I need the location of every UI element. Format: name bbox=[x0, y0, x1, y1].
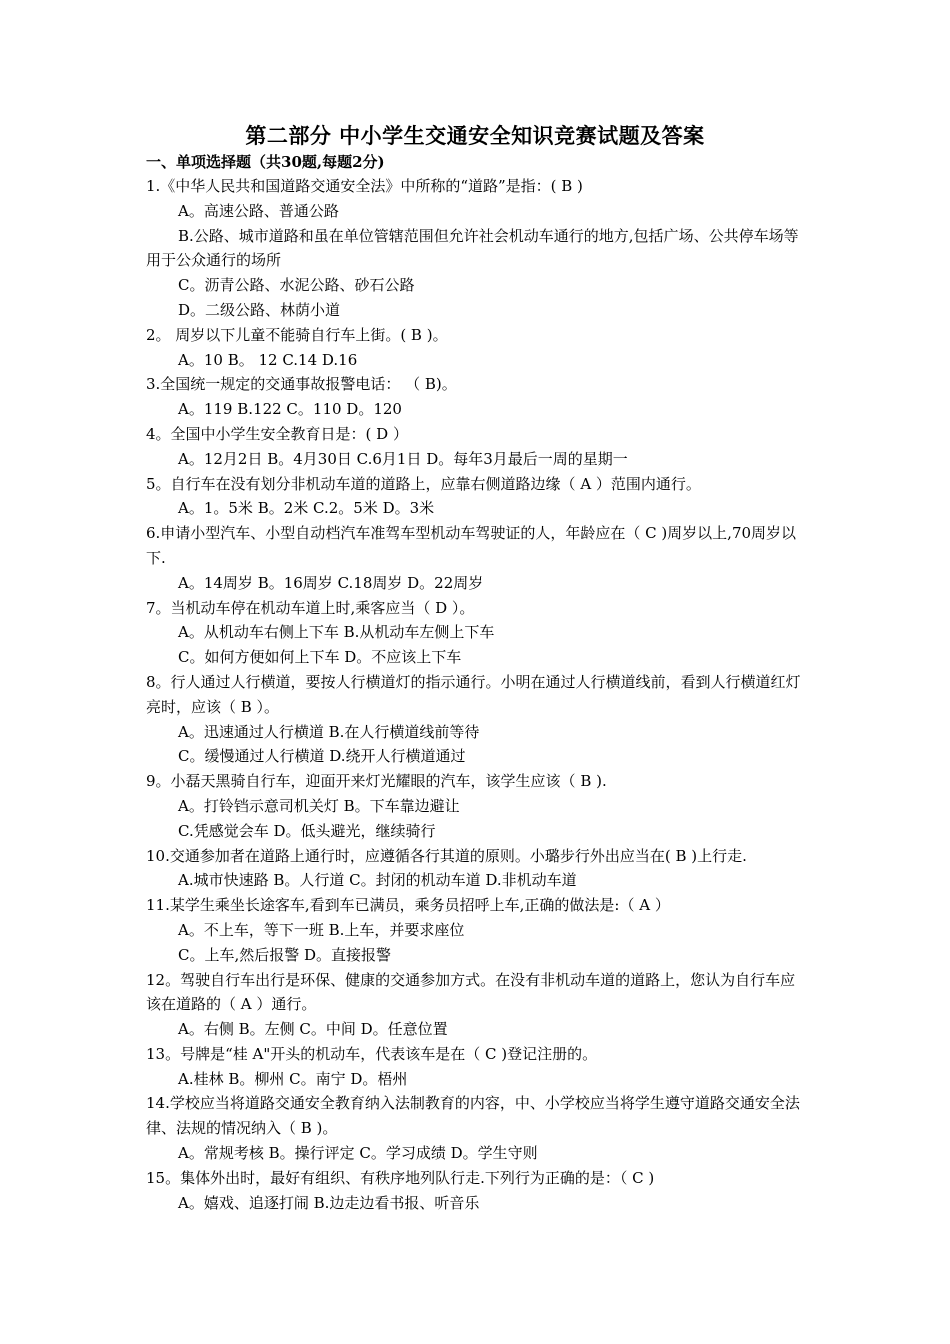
question-text: 4。全国中小学生安全教育日是：( D ） bbox=[146, 424, 408, 443]
answer-option: A。打铃铛示意司机关灯 B。下车靠边避让 bbox=[178, 796, 460, 815]
answer-option: D。二级公路、林荫小道 bbox=[178, 300, 341, 319]
answer-option: A。嬉戏、追逐打闹 B.边走边看书报、听音乐 bbox=[178, 1193, 480, 1212]
question-text: 1.《中华人民共和国道路交通安全法》中所称的“道路”是指：( B ) bbox=[146, 177, 583, 195]
answer-option: A.桂林 B。柳州 C。南宁 D。梧州 bbox=[178, 1069, 408, 1088]
question-text: 2。 周岁以下儿童不能骑自行车上街。( B )。 bbox=[146, 325, 448, 344]
section-heading: 一、单项选择题（共30题,每题2分) bbox=[146, 153, 385, 171]
question-text: 9。小磊天黑骑自行车，迎面开来灯光耀眼的汽车，该学生应该（ B ). bbox=[146, 772, 607, 791]
answer-option: C。上车,然后报警 D。直接报警 bbox=[178, 945, 392, 964]
question-text: 6.申请小型汽车、小型自动档汽车准驾车型机动车驾驶证的人，年龄应在（ C )周岁以上,70周岁以下. bbox=[146, 524, 797, 567]
question-text: 7。当机动车停在机动车道上时,乘客应当（ D ）。 bbox=[146, 598, 475, 617]
answer-option: A.城市快速路 B。人行道 C。封闭的机动车道 D.非机动车道 bbox=[178, 871, 577, 890]
answer-option: A。10 B。 12 C.14 D.16 bbox=[178, 350, 358, 369]
answer-option: C。沥青公路、水泥公路、砂石公路 bbox=[178, 276, 415, 295]
question-text: 12。驾驶自行车出行是环保、健康的交通参加方式。在没有非机动车道的道路上，您认为自行车应该在道路的（ A ）通行。 bbox=[146, 970, 796, 1014]
question-text: 3.全国统一规定的交通事故报警电话： （ B)。 bbox=[146, 375, 457, 394]
question-text: 13。号牌是“桂 A"开头的机动车，代表该车是在（ C )登记注册的。 bbox=[146, 1044, 598, 1063]
answer-option: C.凭感觉会车 D。低头避光，继续骑行 bbox=[178, 821, 436, 840]
question-text: 11.某学生乘坐长途客车,看到车已满员，乘务员招呼上车,正确的做法是:（ A ） bbox=[146, 896, 670, 915]
question-text: 8。行人通过人行横道，要按人行横道灯的指示通行。小明在通过人行横道线前，看到人行横道红灯亮时，应该（ B ）。 bbox=[146, 672, 801, 716]
answer-option: A。不上车，等下一班 B.上车，并要求座位 bbox=[178, 920, 465, 939]
answer-option: C。缓慢通过人行横道 D.绕开人行横道通过 bbox=[178, 747, 466, 766]
answer-option: B.公路、城市道路和虽在单位管辖范围但允许社会机动车通行的地方,包括广场、公共停车场等用于公众通行的场所 bbox=[146, 226, 799, 270]
answer-option: A。右侧 B。左侧 C。中间 D。任意位置 bbox=[178, 1020, 448, 1039]
question-list bbox=[146, 174, 810, 1215]
answer-option: A。1。5米 B。2米 C.2。5米 D。3米 bbox=[178, 499, 435, 518]
question-text: 5。自行车在没有划分非机动车道的道路上，应靠右侧道路边缘（ A ）范围内通行。 bbox=[146, 474, 701, 493]
answer-option: A。14周岁 B。16周岁 C.18周岁 D。22周岁 bbox=[178, 573, 484, 592]
answer-option: C。如何方便如何上下车 D。不应该上下车 bbox=[178, 648, 462, 667]
answer-option: A。常规考核 B。操行评定 C。学习成绩 D。学生守则 bbox=[178, 1144, 538, 1163]
answer-option: A。迅速通过人行横道 B.在人行横道线前等待 bbox=[178, 722, 480, 741]
answer-option: A。12月2日 B。4月30日 C.6月1日 D。每年3月最后一周的星期一 bbox=[178, 449, 628, 468]
answer-option: A。119 B.122 C。110 D。120 bbox=[178, 400, 402, 419]
question-text: 14.学校应当将道路交通安全教育纳入法制教育的内容，中、小学校应当将学生遵守道路交通安全法律、法规的情况纳入（ B )。 bbox=[146, 1094, 800, 1138]
question-text: 10.交通参加者在道路上通行时，应遵循各行其道的原则。小璐步行外出应当在( B )上行走. bbox=[146, 846, 747, 865]
answer-option: A。高速公路、普通公路 bbox=[178, 201, 339, 220]
answer-option: A。从机动车右侧上下车 B.从机动车左侧上下车 bbox=[178, 623, 495, 642]
document-title: 第二部分 中小学生交通安全知识竞赛试题及答案 bbox=[245, 123, 705, 148]
question-text: 15。集体外出时，最好有组织、有秩序地列队行走.下列行为正确的是：（ C ) bbox=[146, 1168, 655, 1187]
